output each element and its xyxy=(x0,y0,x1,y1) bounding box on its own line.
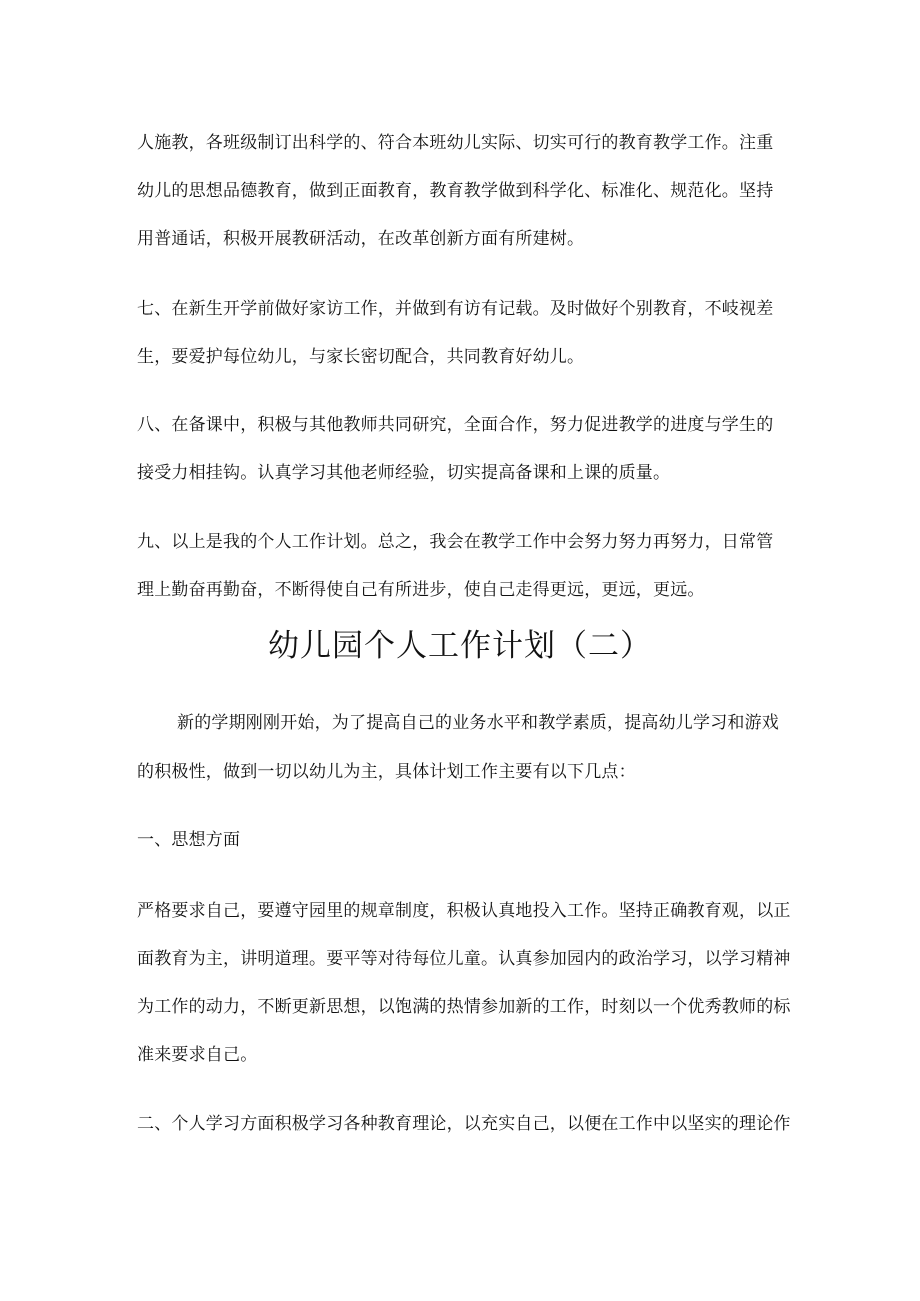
paragraph-line: 严格要求自己，要遵守园里的规章制度，积极认真地投入工作。坚持正确教育观，以正 xyxy=(137,901,791,921)
paragraph-line: 人施教，各班级制订出科学的、符合本班幼儿实际、切实可行的教育教学工作。注重 xyxy=(137,133,774,153)
paragraph-line: 的积极性，做到一切以幼儿为主，具体计划工作主要有以下几点： xyxy=(137,762,636,782)
paragraph-line: 幼儿的思想品德教育，做到正面教育，教育教学做到科学化、标准化、规范化。坚持 xyxy=(137,181,774,201)
paragraph-line: 二、个人学习方面积极学习各种教育理论，以充实自己，以便在工作中以坚实的理论作 xyxy=(137,1114,791,1134)
paragraph-line: 准来要求自己。 xyxy=(137,1045,258,1065)
paragraph-line: 七、在新生开学前做好家访工作，并做到有访有记载。及时做好个别教育，不岐视差 xyxy=(137,299,774,319)
paragraph-line: 用普通话，积极开展教研活动，在改革创新方面有所建树。 xyxy=(137,229,585,249)
paragraph-line: 理上勤奋再勤奋，不断得使自己有所进步，使自己走得更远，更远，更远。 xyxy=(137,580,705,600)
paragraph-line: 生，要爱护每位幼儿，与家长密切配合，共同教育好幼儿。 xyxy=(137,347,585,367)
paragraph-line: 八、在备课中，积极与其他教师共同研究，全面合作，努力促进教学的进度与学生的 xyxy=(137,415,774,435)
paragraph-line: 接受力相挂钩。认真学习其他老师经验，切实提高备课和上课的质量。 xyxy=(137,463,671,483)
paragraph-line: 面教育为主，讲明道理。要平等对待每位儿童。认真参加园内的政治学习，以学习精神 xyxy=(137,949,791,969)
paragraph-line: 新的学期刚刚开始，为了提高自己的业务水平和教学素质，提高幼儿学习和游戏 xyxy=(177,713,779,733)
section-title: 幼儿园个人工作计划（二） xyxy=(268,628,652,664)
paragraph-line: 为工作的动力，不断更新思想，以饱满的热情参加新的工作，时刻以一个优秀教师的标 xyxy=(137,997,791,1017)
paragraph-line: 九、以上是我的个人工作计划。总之，我会在教学工作中会努力努力再努力，日常管 xyxy=(137,532,774,552)
section-heading: 一、思想方面 xyxy=(137,830,241,850)
